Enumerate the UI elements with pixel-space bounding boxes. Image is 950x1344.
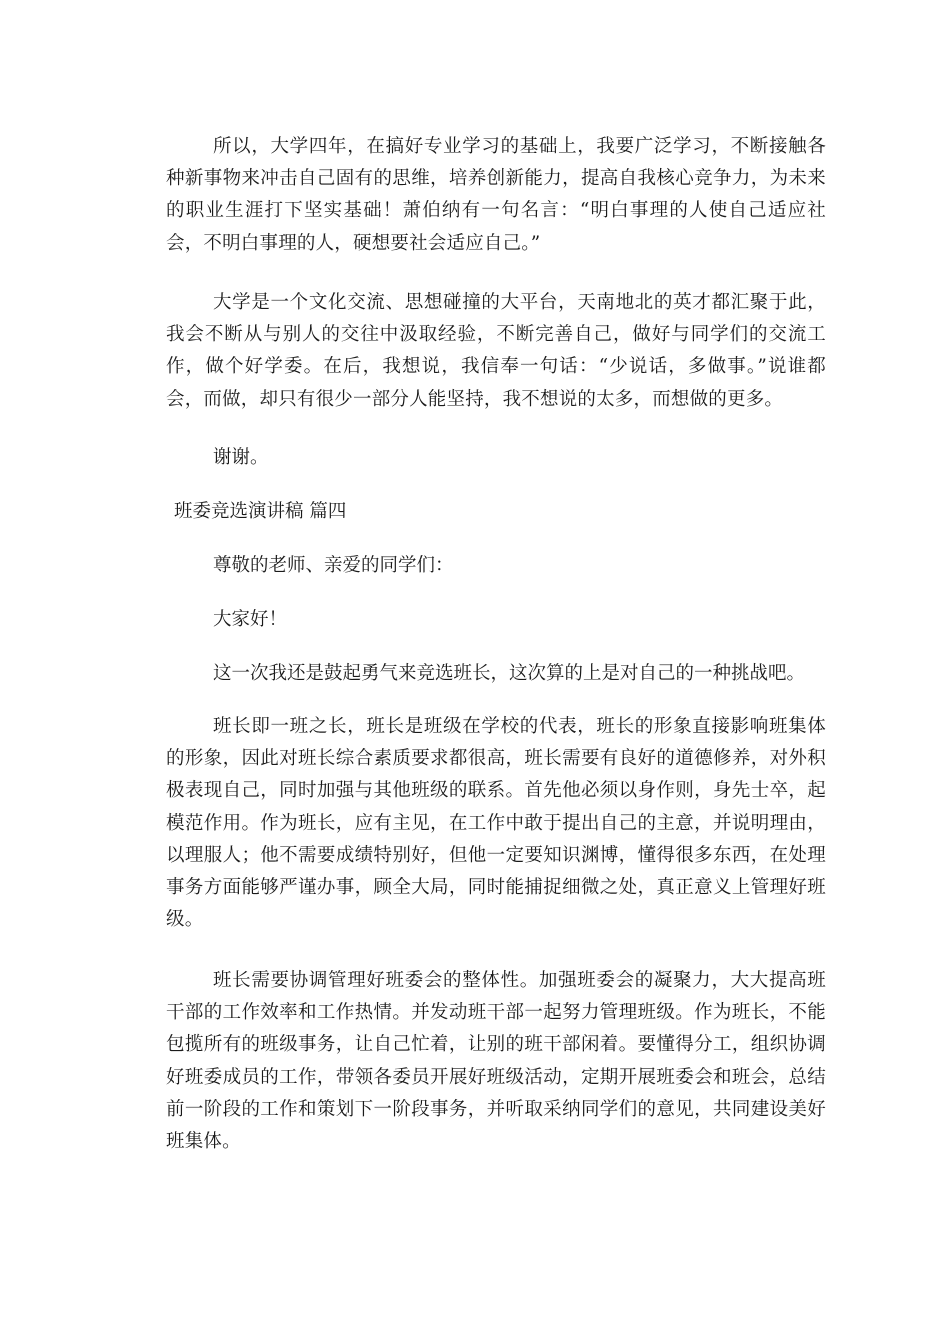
- greeting: 大家好！: [213, 609, 288, 630]
- paragraph-monitor-role: 班长即一班之长，班长是班级在学校的代表，班长的形象直接影响班集体的形象，因此对班长综合素质要求都很高，班长需要有良好的道德修养，对外积极表现自己，同时加强与其他班级的联系。首先他必须以身作则，身先士卒，起模范作用。作为班长，应有主见，在工作中敢于提出自己的主意，并说明理由，以理服人；他不需要成绩特别好，但他一定要知识渊博，懂得很多东西，在处理事务方面能够严谨办事，顾全大局，同时能捕捉细微之处，真正意义上管理好班级。: [166, 716, 826, 931]
- paragraph-university-four-years: 所以，大学四年，在搞好专业学习的基础上，我要广泛学习，不断接触各种新事物来冲击自己固有的思维，培养创新能力，提高自我核心竞争力，为未来的职业生涯打下坚实基础！萧伯纳有一句名言：“明白事理的人使自己适应社会，不明白事理的人，硬想要社会适应自己。”: [166, 136, 826, 254]
- salutation: 尊敬的老师、亲爱的同学们：: [213, 555, 454, 576]
- paragraph-committee-coordination: 班长需要协调管理好班委会的整体性。加强班委会的凝聚力，大大提高班干部的工作效率和工作热情。并发动班干部一起努力管理班级。作为班长，不能包揽所有的班级事务，让自己忙着，让别的班干部闲着。要懂得分工，组织协调好班委成员的工作，带领各委员开展好班级活动，定期开展班委会和班会，总结前一阶段的工作和策划下一阶段事务，并听取采纳同学们的意见，共同建设美好班集体。: [166, 970, 826, 1153]
- paragraph-exchange-platform: 大学是一个文化交流、思想碰撞的大平台，天南地北的英才都汇聚于此，我会不断从与别人的交往中汲取经验，不断完善自己，做好与同学们的交流工作，做个好学委。在后，我想说，我信奉一句话：“少说话，多做事。”说谁都会，而做，却只有很少一部分人能坚持，我不想说的太多，而想做的更多。: [166, 292, 826, 410]
- section-heading: 班委竞选演讲稿 篇四: [174, 501, 347, 522]
- paragraph-challenge: 这一次我还是鼓起勇气来竞选班长，这次算的上是对自己的一种挑战吧。: [213, 663, 806, 684]
- paragraph-thanks: 谢谢。: [213, 447, 269, 468]
